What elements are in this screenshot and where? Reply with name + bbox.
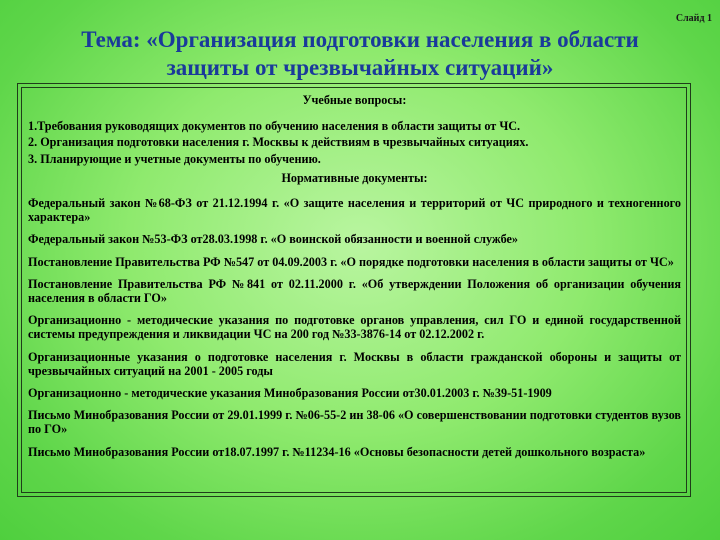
- normative-doc-item: Организационно - методические указания Минобразования России от30.01.2003 г. №39-51-1909: [28, 386, 552, 401]
- normative-doc-item: Постановление Правительства РФ №841 от 02.11.2000 г. «Об утверждении Положения об организации обучения населения в области ГО»: [28, 276, 681, 306]
- content-frame-inner: [21, 87, 687, 493]
- study-question-item: 3. Планирующие и учетные документы по обучению.: [28, 151, 321, 166]
- title-line-2: защиты от чрезвычайных ситуаций»: [166, 55, 554, 80]
- content-frame: [17, 83, 691, 497]
- normative-doc-item: Организационные указания о подготовке населения г. Москвы в области гражданской обороны и защиты от чрезвычайных ситуаций на 2001 - 2005 годы: [28, 349, 681, 378]
- title-line-1: Тема: «Организация подготовки населения в области: [81, 27, 639, 52]
- normative-doc-item: Федеральный закон №53-ФЗ от28.03.1998 г. «О воинской обязанности и военной службе»: [28, 232, 519, 247]
- study-question-item: 1.Требования руководящих документов по обучению населения в области защиты от ЧС.: [28, 119, 521, 134]
- normative-doc-item: Организационно - методические указания по подготовке органов управления, сил ГО и единой государственной системы предупреждения и ликвидации ЧС на 200 год №33-3876-14 от 02.12.2002 г.: [28, 313, 681, 342]
- study-question-item: 2. Организация подготовки населения г. Москвы к действиям в чрезвычайных ситуациях.: [28, 135, 529, 150]
- normative-doc-item: Федеральный закон №68-ФЗ от 21.12.1994 г. «О защите населения и территорий от ЧС природного и техногенного характера»: [28, 196, 681, 225]
- normative-doc-item: Письмо Минобразования России от 29.01.1999 г. №06-55-2 ин 38-06 «О совершенствовании подготовки студентов вузов по ГО»: [28, 408, 681, 437]
- normative-docs-heading: Нормативные документы:: [281, 170, 428, 185]
- study-questions-heading: Учебные вопросы:: [302, 93, 407, 107]
- normative-doc-item: Постановление Правительства РФ №547 от 04.09.2003 г. «О порядке подготовки населения в области защиты от ЧС»: [28, 254, 674, 269]
- slide-number-label: Слайд 1: [675, 13, 712, 24]
- normative-doc-item: Письмо Минобразования России от18.07.1997 г. №11234-16 «Основы безопасности детей дошкольного возраста»: [28, 444, 646, 459]
- slide-title: [0, 26, 720, 82]
